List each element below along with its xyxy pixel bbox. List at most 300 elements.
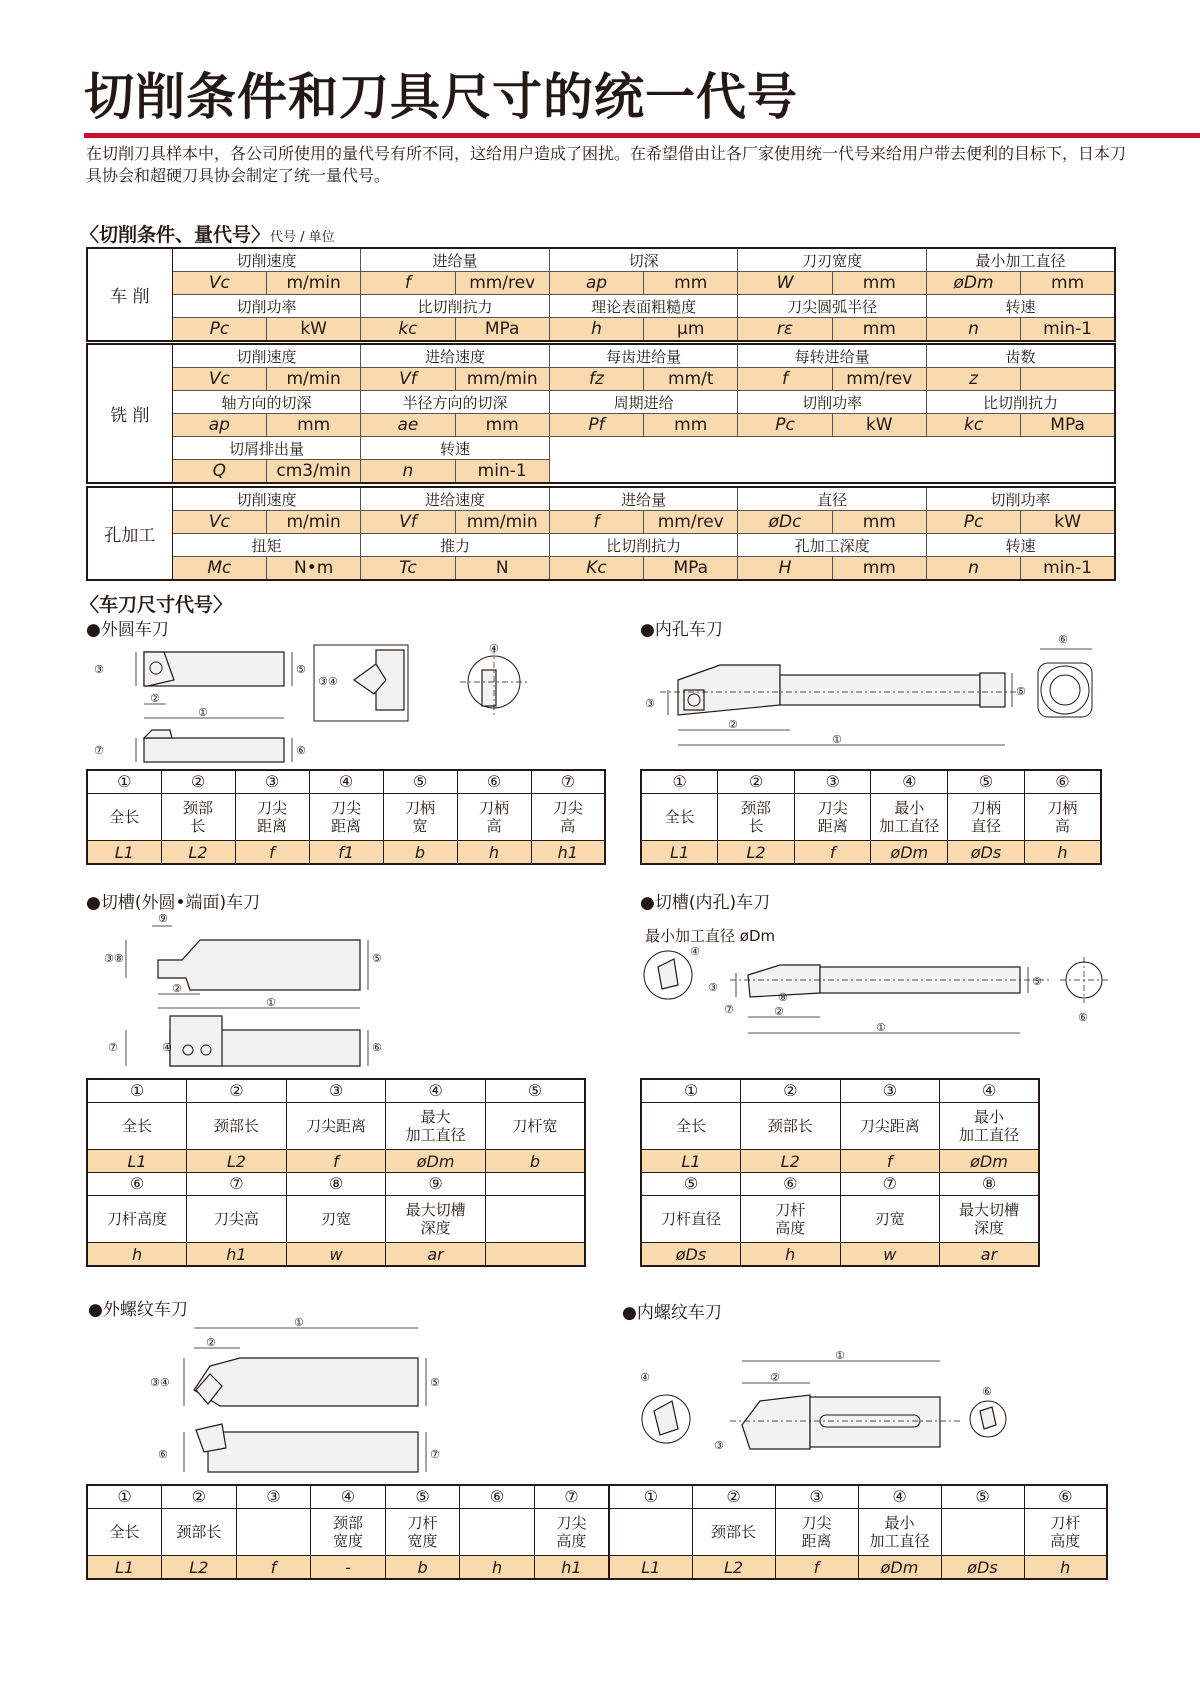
dim-number-badge: ⑥ bbox=[486, 772, 502, 791]
dim-name bbox=[794, 794, 871, 841]
condition-name: 切削速度 bbox=[172, 248, 361, 272]
dim-number bbox=[941, 1485, 1024, 1509]
dim-name bbox=[940, 1103, 1040, 1150]
dim-name-text: 全长 bbox=[109, 808, 140, 826]
condition-name-row bbox=[87, 344, 1115, 368]
dim-number bbox=[460, 1485, 535, 1509]
condition-symbol-row bbox=[87, 460, 1115, 484]
dim-name bbox=[941, 1509, 1024, 1556]
svg-text:③: ③ bbox=[94, 663, 104, 676]
boring-tool-label: ●内孔车刀 bbox=[640, 620, 723, 640]
dim-name-text: 最大切槽 深度 bbox=[405, 1201, 466, 1237]
dim-number bbox=[741, 1079, 841, 1103]
condition-unit: kW bbox=[832, 414, 926, 437]
svg-text:①: ① bbox=[832, 733, 842, 746]
dim-name-text: 刀尖 距离 bbox=[801, 1514, 832, 1550]
external-tool-table bbox=[86, 769, 606, 865]
dim-name-text: 刀柄 高 bbox=[1047, 799, 1078, 835]
dim-name bbox=[311, 1509, 386, 1556]
dim-number-badge: ④ bbox=[892, 1487, 907, 1506]
dim-symbol: øDm bbox=[858, 1556, 941, 1580]
dim-name bbox=[485, 1103, 585, 1150]
condition-name: 切削功率 bbox=[738, 391, 927, 414]
dim-name-text: 刀尖 距离 bbox=[330, 799, 361, 835]
condition-symbol: z bbox=[926, 368, 1020, 391]
dim-name bbox=[386, 1103, 486, 1150]
dim-name-text: 刀杆宽 bbox=[512, 1117, 558, 1135]
dim-name bbox=[236, 1509, 311, 1556]
conditions-heading-note: 代号 / 单位 bbox=[270, 230, 335, 245]
svg-text:⑥: ⑥ bbox=[296, 744, 306, 757]
thread-int-label: ●内螺纹车刀 bbox=[622, 1303, 722, 1323]
condition-name: 进给量 bbox=[549, 487, 738, 511]
dim-number-badge: ① bbox=[672, 772, 687, 791]
condition-symbol: n bbox=[926, 557, 1020, 581]
condition-name: 转速 bbox=[926, 295, 1115, 318]
condition-unit: min-1 bbox=[1021, 557, 1115, 581]
dim-number-badge: ③ bbox=[809, 1487, 824, 1506]
dim-number bbox=[840, 1079, 940, 1103]
condition-symbol: Vf bbox=[361, 368, 455, 391]
dim-number-badge: ⑤ bbox=[978, 772, 994, 791]
dim-name-text: 全长 bbox=[675, 1117, 706, 1135]
dim-name bbox=[386, 1196, 486, 1243]
dim-number bbox=[161, 770, 235, 794]
dim-symbol: øDs bbox=[941, 1556, 1024, 1580]
empty-cell bbox=[549, 437, 738, 460]
dim-symbol: L1 bbox=[609, 1556, 692, 1580]
condition-unit: m/min bbox=[267, 368, 361, 391]
condition-name: 进给量 bbox=[361, 248, 550, 272]
condition-symbol: kc bbox=[361, 318, 455, 342]
dim-name-text: 刀尖 高度 bbox=[556, 1514, 587, 1550]
condition-name-row bbox=[87, 487, 1115, 511]
dim-number-row bbox=[641, 1173, 1039, 1196]
svg-text:④: ④ bbox=[162, 1041, 172, 1054]
dim-number-badge: ⑦ bbox=[560, 772, 575, 791]
dim-name bbox=[741, 1103, 841, 1150]
condition-name: 转速 bbox=[926, 534, 1115, 557]
svg-text:⑦: ⑦ bbox=[94, 744, 104, 757]
svg-text:④: ④ bbox=[640, 1371, 650, 1384]
dim-number-badge: ③ bbox=[328, 1081, 344, 1100]
svg-text:③④: ③④ bbox=[150, 1376, 170, 1389]
dim-symbol-row bbox=[87, 1556, 609, 1580]
dim-name-text: 刀杆 宽度 bbox=[407, 1514, 438, 1550]
condition-name: 进给速度 bbox=[361, 344, 550, 368]
svg-text:③: ③ bbox=[645, 697, 655, 710]
dim-name-text: 颈部长 bbox=[213, 1117, 259, 1135]
svg-text:⑦: ⑦ bbox=[108, 1041, 118, 1054]
condition-symbol: kc bbox=[926, 414, 1020, 437]
dim-symbol-row bbox=[641, 1243, 1039, 1267]
dim-number bbox=[385, 1485, 460, 1509]
dim-name-text: 最小 加工直径 bbox=[869, 1514, 930, 1550]
dim-name-text: 最大切槽 深度 bbox=[958, 1201, 1019, 1237]
intro-paragraph: 在切削刀具样本中，各公司所使用的量代号有所不同，这给用户造成了困扰。在希望借由让各厂家使用统一代号来给用户带去便利的目标下，日本刀具协会和超硬刀具协会制定了统一量代号。 bbox=[86, 144, 1127, 185]
drilling-conditions-table bbox=[86, 486, 1116, 581]
svg-text:⑥: ⑥ bbox=[1078, 1011, 1088, 1024]
svg-text:⑤: ⑤ bbox=[296, 663, 306, 676]
dim-symbol-row bbox=[609, 1556, 1107, 1580]
dim-number-row bbox=[641, 1079, 1039, 1103]
condition-name: 齿数 bbox=[926, 344, 1115, 368]
dim-name bbox=[383, 794, 457, 841]
dim-number bbox=[187, 1079, 287, 1103]
dim-number bbox=[386, 1173, 486, 1196]
dim-number bbox=[286, 1173, 386, 1196]
dim-symbol: øDm bbox=[386, 1150, 486, 1173]
dim-number-badge: ⑧ bbox=[981, 1174, 997, 1193]
dim-symbol: h bbox=[741, 1243, 841, 1267]
dim-number bbox=[286, 1079, 386, 1103]
dim-name-row bbox=[641, 1196, 1039, 1243]
dim-name bbox=[840, 1103, 940, 1150]
condition-symbol: Pc bbox=[926, 511, 1020, 534]
svg-text:⑤: ⑤ bbox=[1032, 975, 1042, 988]
dim-number-row bbox=[87, 1173, 585, 1196]
dim-number bbox=[641, 1079, 741, 1103]
dim-number-badge: ⑤ bbox=[412, 772, 428, 791]
dim-symbol: øDs bbox=[948, 841, 1025, 865]
dim-name bbox=[87, 1509, 162, 1556]
condition-name: 转速 bbox=[361, 437, 550, 460]
condition-symbol: f bbox=[738, 368, 832, 391]
dim-number-badge: ④ bbox=[428, 1081, 443, 1100]
condition-symbol: øDc bbox=[738, 511, 832, 534]
condition-unit: mm bbox=[832, 557, 926, 581]
dim-number-row bbox=[641, 770, 1101, 794]
grooving-ext-diagram bbox=[100, 910, 420, 1075]
dim-number-badge: ⑤ bbox=[527, 1081, 543, 1100]
svg-text:①: ① bbox=[835, 1349, 845, 1362]
condition-symbol: ap bbox=[172, 414, 266, 437]
dim-symbol: f bbox=[775, 1556, 858, 1580]
condition-unit bbox=[1021, 368, 1115, 391]
dim-number bbox=[871, 770, 948, 794]
condition-name: 切削速度 bbox=[172, 344, 361, 368]
condition-unit: mm bbox=[455, 414, 549, 437]
title-rule bbox=[84, 133, 1200, 138]
thread-ext-diagram bbox=[150, 1310, 480, 1480]
condition-unit: mm bbox=[644, 414, 738, 437]
dim-number bbox=[187, 1173, 287, 1196]
dim-name bbox=[385, 1509, 460, 1556]
dim-name bbox=[858, 1509, 941, 1556]
dim-name-text: 最小 加工直径 bbox=[879, 799, 940, 835]
dim-number-badge: ② bbox=[229, 1081, 244, 1100]
dim-number-badge: ⑦ bbox=[564, 1487, 579, 1506]
dim-symbol: L1 bbox=[87, 1150, 187, 1173]
dim-name bbox=[87, 1103, 187, 1150]
dim-name bbox=[309, 794, 383, 841]
dim-number bbox=[641, 770, 718, 794]
dim-symbol: h bbox=[460, 1556, 535, 1580]
dim-symbol-row bbox=[87, 1150, 585, 1173]
dim-name-text: 颈部长 bbox=[767, 1117, 813, 1135]
grooving-int-diagram bbox=[640, 945, 1110, 1055]
condition-unit: mm/rev bbox=[644, 511, 738, 534]
dim-name bbox=[741, 1196, 841, 1243]
condition-unit: cm3/min bbox=[267, 460, 361, 484]
dim-name-text: 颈部 长 bbox=[182, 799, 213, 835]
dim-name-text: 刀尖 高 bbox=[552, 799, 583, 835]
dim-name-text: 刃宽 bbox=[874, 1210, 905, 1228]
dim-name-text: 刀尖 距离 bbox=[817, 799, 848, 835]
dim-name bbox=[87, 1196, 187, 1243]
dim-number bbox=[162, 1485, 237, 1509]
dim-number bbox=[386, 1079, 486, 1103]
dim-number bbox=[1024, 1485, 1107, 1509]
dim-name-text: 全长 bbox=[122, 1117, 153, 1135]
dim-number-badge: ④ bbox=[340, 1487, 356, 1506]
dim-symbol: f bbox=[794, 841, 871, 865]
condition-name-row bbox=[87, 391, 1115, 414]
dim-number bbox=[641, 1173, 741, 1196]
dim-number-badge: ⑨ bbox=[428, 1174, 443, 1193]
dim-symbol: b bbox=[485, 1150, 585, 1173]
svg-text:⑨: ⑨ bbox=[158, 912, 168, 925]
condition-symbol: H bbox=[738, 557, 832, 581]
dim-symbol: h bbox=[457, 841, 531, 865]
condition-unit: m/min bbox=[267, 272, 361, 295]
external-tool-label: ●外圆车刀 bbox=[86, 620, 169, 640]
dim-number-row bbox=[87, 770, 605, 794]
dim-symbol: f1 bbox=[309, 841, 383, 865]
condition-name: 进给速度 bbox=[361, 487, 550, 511]
dim-symbol: w bbox=[840, 1243, 940, 1267]
condition-category: 孔加工 bbox=[87, 487, 172, 580]
dim-number-badge: ③ bbox=[825, 772, 840, 791]
condition-name: 切削功率 bbox=[172, 295, 361, 318]
dim-number-badge: ④ bbox=[338, 772, 354, 791]
condition-name: 扭矩 bbox=[172, 534, 361, 557]
condition-symbol-row bbox=[87, 557, 1115, 581]
dim-number bbox=[457, 770, 531, 794]
dim-symbol: h1 bbox=[534, 1556, 609, 1580]
dim-number bbox=[311, 1485, 386, 1509]
condition-unit: kW bbox=[1021, 511, 1115, 534]
dim-name bbox=[286, 1196, 386, 1243]
svg-text:③: ③ bbox=[708, 981, 718, 994]
condition-symbol: Pc bbox=[172, 318, 266, 342]
condition-symbol-row bbox=[87, 511, 1115, 534]
dim-number bbox=[383, 770, 457, 794]
svg-text:①: ① bbox=[198, 706, 208, 719]
grooving-int-note: 最小加工直径 øDm bbox=[645, 927, 776, 945]
dim-name-row bbox=[609, 1509, 1107, 1556]
svg-text:①: ① bbox=[266, 996, 276, 1009]
condition-name: 直径 bbox=[738, 487, 927, 511]
thread-int-diagram bbox=[630, 1345, 1040, 1470]
dim-number-badge: ⑤ bbox=[683, 1174, 699, 1193]
dim-symbol: L1 bbox=[641, 1150, 741, 1173]
dim-number bbox=[235, 770, 309, 794]
dim-symbol: L2 bbox=[741, 1150, 841, 1173]
dim-name bbox=[162, 1509, 237, 1556]
dim-name bbox=[641, 1103, 741, 1150]
condition-unit: mm/t bbox=[644, 368, 738, 391]
dim-name bbox=[460, 1509, 535, 1556]
dim-number bbox=[485, 1173, 585, 1196]
condition-symbol: f bbox=[549, 511, 643, 534]
condition-symbol-row bbox=[87, 272, 1115, 295]
dim-name-row bbox=[87, 1509, 609, 1556]
dim-symbol: w bbox=[286, 1243, 386, 1267]
condition-name: 推力 bbox=[361, 534, 550, 557]
condition-symbol-row bbox=[87, 414, 1115, 437]
conditions-heading-text: 〈切削条件、量代号〉 bbox=[80, 224, 271, 246]
dim-number bbox=[87, 1485, 162, 1509]
svg-text:⑦: ⑦ bbox=[724, 1003, 734, 1016]
dim-number bbox=[609, 1485, 692, 1509]
dim-number-row bbox=[87, 1485, 609, 1509]
dim-number-badge: ④ bbox=[902, 772, 917, 791]
dim-name bbox=[718, 794, 795, 841]
condition-symbol: n bbox=[926, 318, 1020, 342]
condition-symbol-row bbox=[87, 368, 1115, 391]
dim-number bbox=[948, 770, 1025, 794]
dim-name-text: 刀柄 直径 bbox=[970, 799, 1001, 835]
dim-symbol: f bbox=[286, 1150, 386, 1173]
dim-number-badge: ② bbox=[726, 1487, 741, 1506]
condition-symbol: Pf bbox=[549, 414, 643, 437]
dim-symbol-row bbox=[87, 841, 605, 865]
dim-number-badge: ⑦ bbox=[882, 1174, 897, 1193]
dim-symbol: L2 bbox=[692, 1556, 775, 1580]
condition-symbol: Vf bbox=[361, 511, 455, 534]
svg-text:⑦: ⑦ bbox=[430, 1448, 440, 1461]
dim-number bbox=[940, 1173, 1040, 1196]
dim-symbol bbox=[485, 1243, 585, 1267]
condition-name: 比切削抗力 bbox=[549, 534, 738, 557]
dim-name-text: 全长 bbox=[109, 1523, 140, 1541]
condition-unit: min-1 bbox=[455, 460, 549, 484]
empty-cell bbox=[926, 437, 1115, 460]
svg-text:②: ② bbox=[774, 1005, 784, 1018]
condition-unit: m/min bbox=[267, 511, 361, 534]
svg-text:⑥: ⑥ bbox=[982, 1385, 992, 1398]
condition-symbol: Vc bbox=[172, 511, 266, 534]
dim-name-text: 颈部长 bbox=[710, 1523, 756, 1541]
dim-number-badge: ⑥ bbox=[129, 1174, 145, 1193]
svg-text:⑧: ⑧ bbox=[778, 991, 788, 1004]
dim-name bbox=[161, 794, 235, 841]
dim-number-badge: ① bbox=[117, 1487, 132, 1506]
dim-symbol: L2 bbox=[162, 1556, 237, 1580]
dim-name bbox=[534, 1509, 609, 1556]
dim-symbol: L2 bbox=[187, 1150, 287, 1173]
dim-symbol: h bbox=[1024, 841, 1101, 865]
dim-number bbox=[840, 1173, 940, 1196]
dim-symbol: L1 bbox=[87, 1556, 162, 1580]
dim-symbol: f bbox=[840, 1150, 940, 1173]
condition-unit: MPa bbox=[455, 318, 549, 342]
condition-category: 铣 削 bbox=[87, 344, 172, 483]
dim-name-text: 刀柄 高 bbox=[478, 799, 509, 835]
condition-symbol: fz bbox=[549, 368, 643, 391]
condition-symbol: rε bbox=[738, 318, 832, 342]
dim-symbol-row bbox=[87, 1243, 585, 1267]
grooving-ext-label: ●切槽(外圆•端面)车刀 bbox=[86, 893, 261, 913]
condition-symbol: Pc bbox=[738, 414, 832, 437]
condition-unit: N•m bbox=[267, 557, 361, 581]
dim-name bbox=[87, 794, 161, 841]
dim-symbol: L1 bbox=[641, 841, 718, 865]
condition-unit: mm bbox=[832, 511, 926, 534]
dim-number bbox=[940, 1079, 1040, 1103]
condition-name: 每齿进给量 bbox=[549, 344, 738, 368]
dim-number-badge: ① bbox=[117, 772, 132, 791]
dim-symbol: L1 bbox=[87, 841, 161, 865]
grooving-int-label: ●切槽(内孔)车刀 bbox=[640, 893, 771, 913]
dim-name bbox=[286, 1103, 386, 1150]
dim-symbol: øDs bbox=[641, 1243, 741, 1267]
condition-symbol: f bbox=[361, 272, 455, 295]
condition-name: 半径方向的切深 bbox=[361, 391, 550, 414]
condition-name: 最小加工直径 bbox=[926, 248, 1115, 272]
dim-name-row bbox=[87, 794, 605, 841]
dim-number bbox=[309, 770, 383, 794]
dim-name bbox=[235, 794, 309, 841]
svg-text:②: ② bbox=[206, 1336, 216, 1349]
dim-number bbox=[485, 1079, 585, 1103]
dim-number bbox=[692, 1485, 775, 1509]
dim-symbol: f bbox=[235, 841, 309, 865]
conditions-heading bbox=[80, 220, 335, 247]
dim-name bbox=[457, 794, 531, 841]
condition-unit: MPa bbox=[644, 557, 738, 581]
dim-name-text: 刀柄 宽 bbox=[404, 799, 435, 835]
dim-symbol: ar bbox=[940, 1243, 1040, 1267]
condition-name: 切屑排出量 bbox=[172, 437, 361, 460]
condition-name: 切削速度 bbox=[172, 487, 361, 511]
dim-name-text: 刀杆 高度 bbox=[775, 1201, 806, 1237]
svg-text:②: ② bbox=[728, 718, 738, 731]
dim-name bbox=[609, 1509, 692, 1556]
dim-number-badge: ② bbox=[190, 772, 206, 791]
svg-text:①: ① bbox=[876, 1021, 886, 1034]
condition-symbol-row bbox=[87, 318, 1115, 342]
boring-tool-table bbox=[640, 769, 1102, 865]
condition-name: 轴方向的切深 bbox=[172, 391, 361, 414]
grooving-ext-table bbox=[86, 1078, 586, 1267]
condition-unit: mm bbox=[644, 272, 738, 295]
dim-number-badge: ① bbox=[643, 1487, 658, 1506]
dim-number-badge: ③ bbox=[264, 772, 280, 791]
dim-number-badge: ② bbox=[191, 1487, 207, 1506]
dim-name bbox=[948, 794, 1025, 841]
dim-name-text: 颈部长 bbox=[176, 1523, 222, 1541]
svg-text:③⑧: ③⑧ bbox=[104, 952, 124, 965]
dim-number-badge: ① bbox=[129, 1081, 145, 1100]
dim-symbol: h1 bbox=[187, 1243, 287, 1267]
condition-unit: mm bbox=[267, 414, 361, 437]
dim-number-badge: ⑥ bbox=[1055, 772, 1070, 791]
condition-symbol: h bbox=[549, 318, 643, 342]
condition-name-row bbox=[87, 248, 1115, 272]
svg-text:④: ④ bbox=[489, 642, 499, 655]
dim-name bbox=[1024, 1509, 1107, 1556]
dim-number-badge: ⑥ bbox=[1058, 1487, 1073, 1506]
external-tool-diagram bbox=[86, 640, 646, 770]
dim-symbol: - bbox=[311, 1556, 386, 1580]
dim-number bbox=[741, 1173, 841, 1196]
svg-text:②: ② bbox=[172, 982, 182, 995]
dim-name-text: 刀杆直径 bbox=[660, 1210, 721, 1228]
page-title: 切削条件和刀具尺寸的统一代号 bbox=[84, 68, 798, 126]
dim-name-row bbox=[641, 794, 1101, 841]
